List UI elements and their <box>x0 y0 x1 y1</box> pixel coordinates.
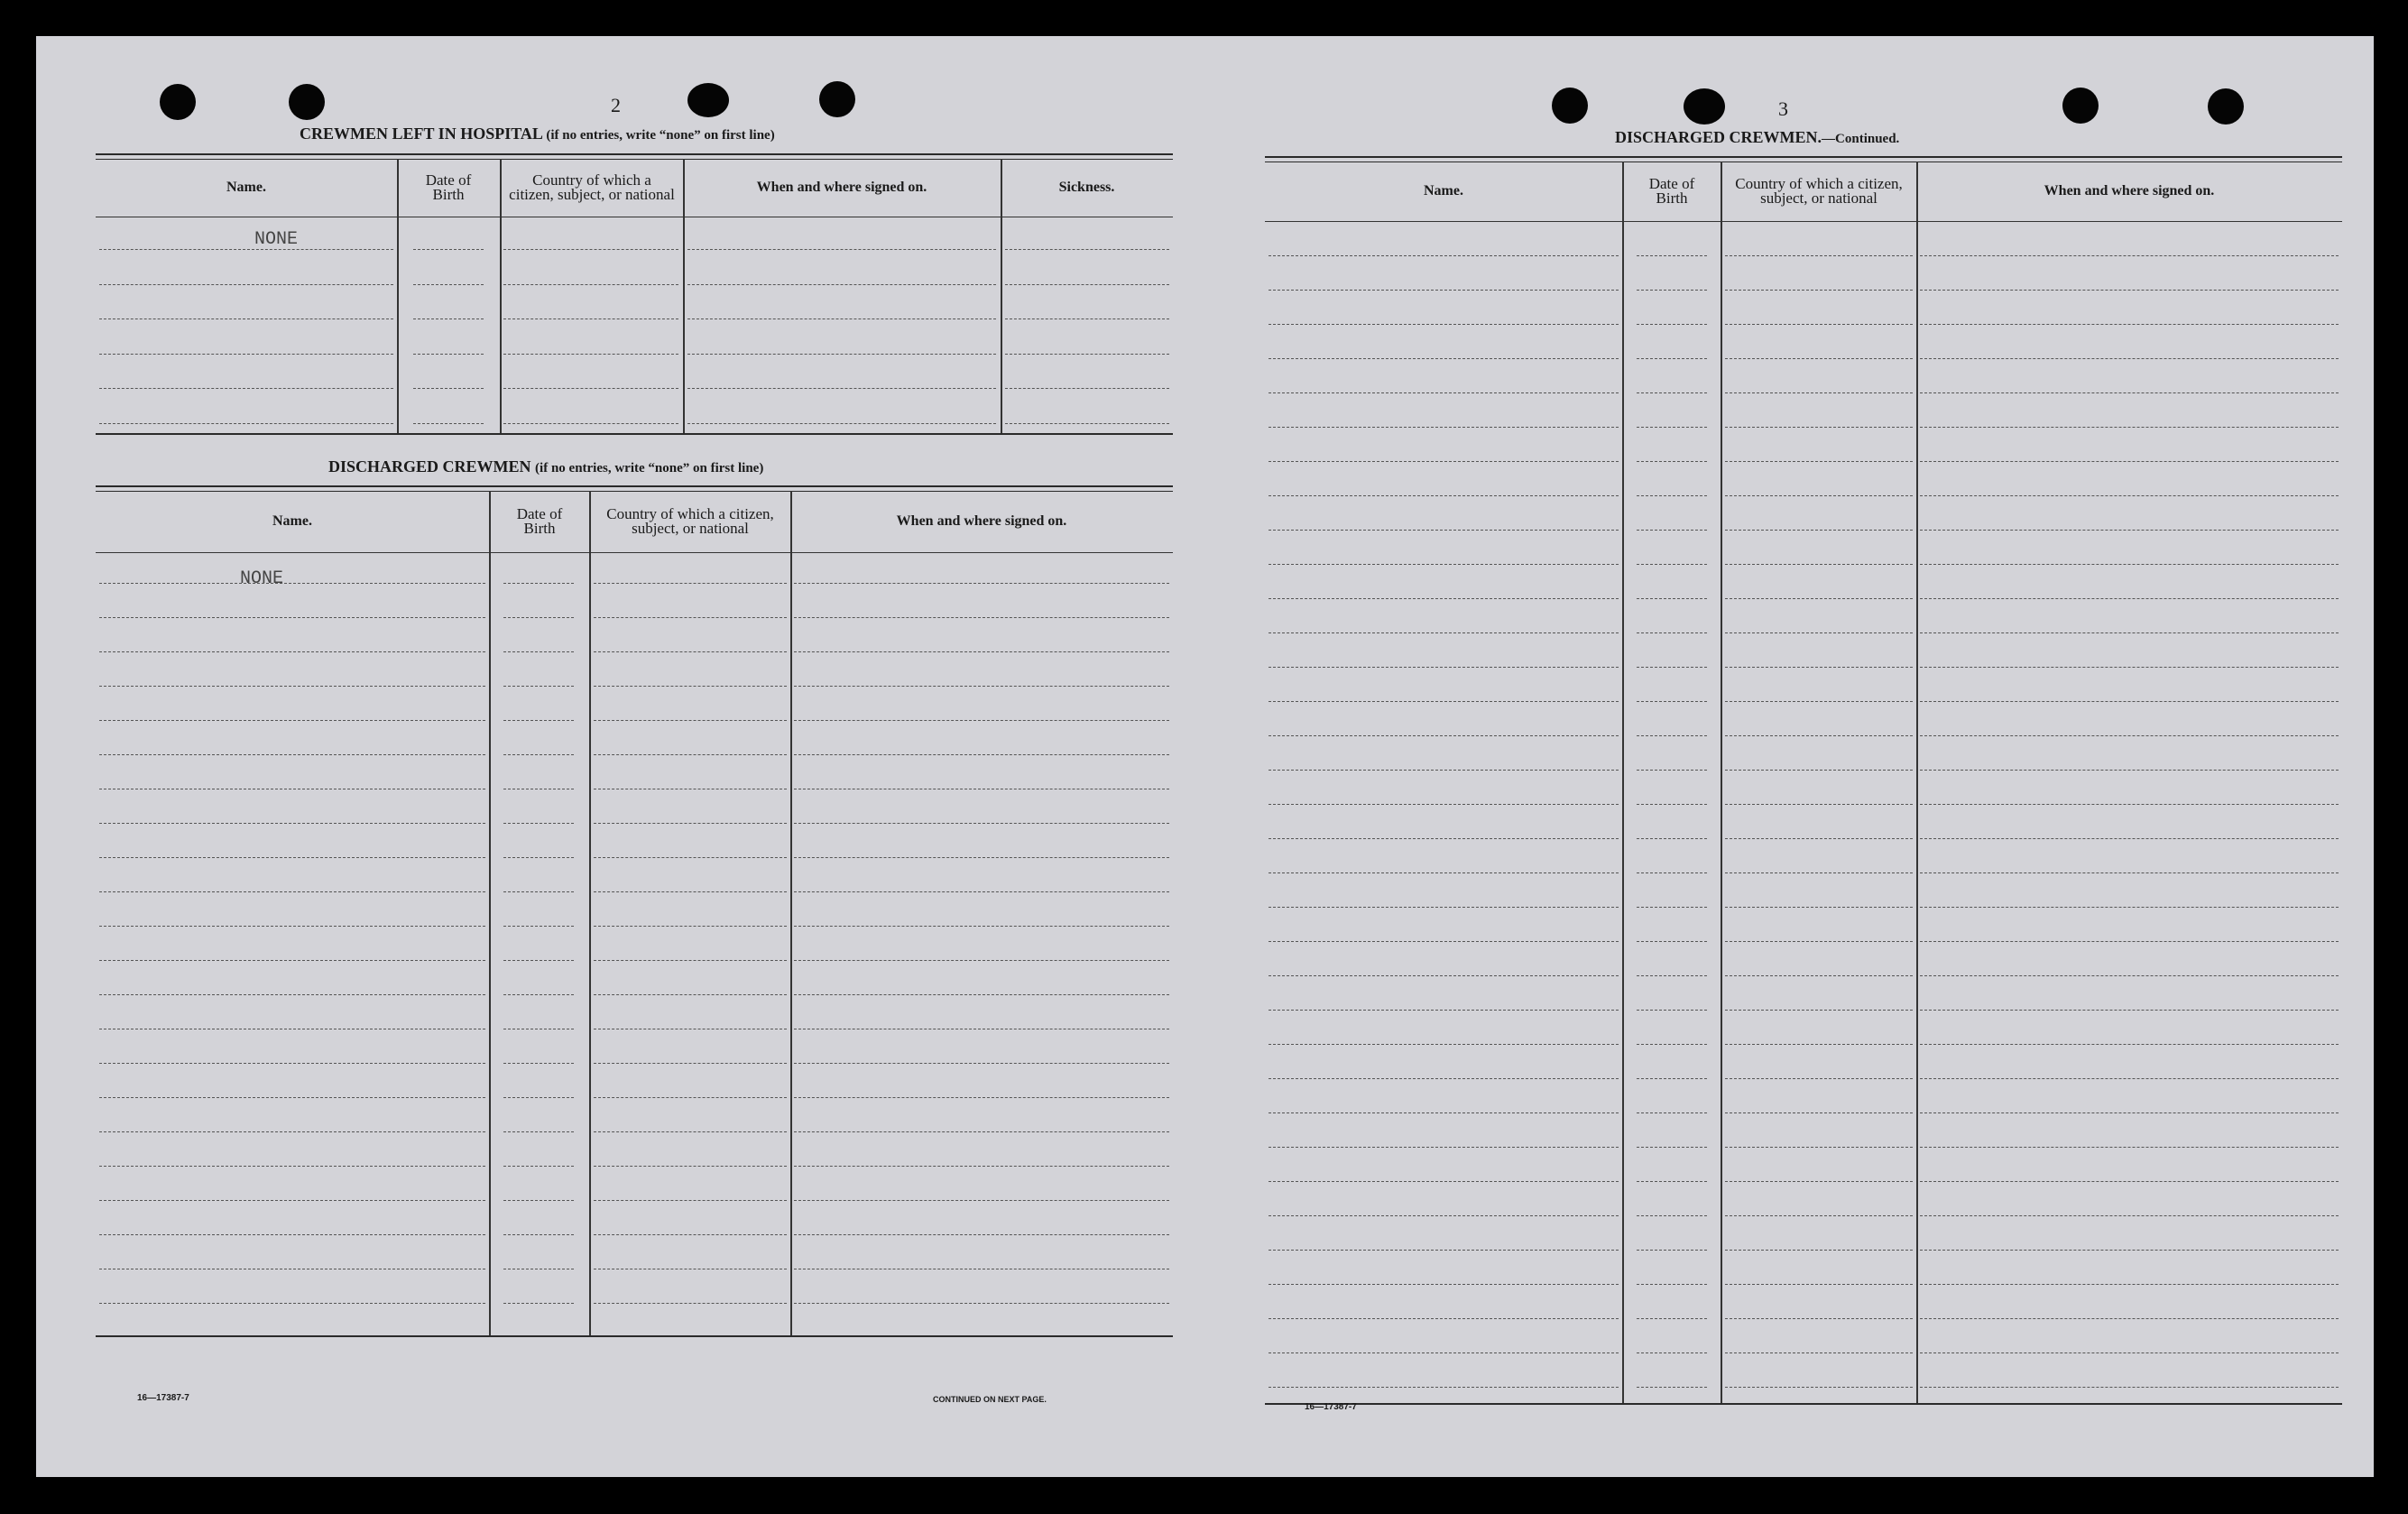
entry-line <box>503 617 574 618</box>
entry-line <box>1269 1387 1619 1388</box>
entry-line <box>1725 255 1913 256</box>
entry-line <box>1005 318 1169 319</box>
entry-line <box>1637 838 1707 839</box>
entry-line <box>1725 1284 1913 1285</box>
entry-line <box>1920 770 2339 771</box>
entry-line <box>1920 941 2339 942</box>
entry-line <box>1725 838 1913 839</box>
entry-line <box>1920 735 2339 736</box>
entry-line <box>503 354 678 355</box>
entry-line <box>503 960 574 961</box>
entry-line <box>1725 290 1913 291</box>
punch-hole <box>289 84 325 120</box>
entry-line <box>413 388 484 389</box>
entry-line <box>687 284 996 285</box>
entry-line <box>594 1303 787 1304</box>
entry-line <box>99 926 485 927</box>
hospital-col-signed-on: When and where signed on. <box>756 180 927 195</box>
entry-line <box>1920 1352 2339 1353</box>
entry-line <box>594 1097 787 1098</box>
entry-line <box>1920 1078 2339 1079</box>
entry-line <box>594 651 787 652</box>
hospital-table <box>96 153 1173 473</box>
entry-line <box>1725 564 1913 565</box>
entry-line <box>594 926 787 927</box>
entry-line <box>99 686 485 687</box>
right-col-country: Country of which a citizen, subject, or national <box>1735 175 1903 207</box>
entry-line <box>99 354 393 355</box>
entry-line <box>1725 735 1913 736</box>
entry-line <box>794 583 1169 584</box>
hospital-title-text: CREWMEN LEFT IN HOSPITAL <box>300 125 542 143</box>
entry-line <box>1920 804 2339 805</box>
entry-line <box>1725 495 1913 496</box>
entry-line <box>594 891 787 892</box>
entry-line <box>1637 564 1707 565</box>
entry-line <box>794 1166 1169 1167</box>
entry-line <box>1637 735 1707 736</box>
entry-line <box>1920 427 2339 428</box>
entry-line <box>99 720 485 721</box>
entry-line <box>1725 1387 1913 1388</box>
discharged-col-name: Name. <box>272 513 312 529</box>
entry-line <box>99 1200 485 1201</box>
entry-line <box>99 1131 485 1132</box>
entry-line <box>503 857 574 858</box>
document-sheet <box>36 36 2374 1477</box>
entry-line <box>794 823 1169 824</box>
entry-line <box>1005 354 1169 355</box>
entry-line <box>1725 324 1913 325</box>
entry-line <box>503 1131 574 1132</box>
entry-line <box>1269 324 1619 325</box>
hospital-col-name: Name. <box>226 180 266 195</box>
entry-line <box>1920 1044 2339 1045</box>
entry-line <box>1269 1284 1619 1285</box>
entry-line <box>99 1166 485 1167</box>
right-col-name: Name. <box>1424 183 1463 198</box>
entry-line <box>1637 941 1707 942</box>
entry-line <box>1269 1044 1619 1045</box>
punch-hole <box>2062 88 2099 124</box>
entry-line <box>1269 461 1619 462</box>
entry-line <box>1725 461 1913 462</box>
entry-line <box>99 249 393 250</box>
hospital-col-sickness: Sickness. <box>1058 180 1115 195</box>
entry-line <box>1637 392 1707 393</box>
hospital-first-entry: NONE <box>254 229 299 250</box>
entry-line <box>594 720 787 721</box>
entry-line <box>594 1200 787 1201</box>
entry-line <box>1725 1215 1913 1216</box>
entry-line <box>1725 872 1913 873</box>
entry-line <box>794 1097 1169 1098</box>
entry-line <box>794 720 1169 721</box>
entry-line <box>1005 423 1169 424</box>
entry-line <box>99 388 393 389</box>
entry-line <box>594 994 787 995</box>
entry-line <box>1269 632 1619 633</box>
punch-hole <box>160 84 196 120</box>
entry-line <box>503 994 574 995</box>
entry-line <box>1637 598 1707 599</box>
entry-line <box>99 1097 485 1098</box>
entry-line <box>1920 324 2339 325</box>
entry-line <box>794 926 1169 927</box>
right-col-date-of-birth: Date of Birth <box>1648 175 1695 207</box>
entry-line <box>1920 564 2339 565</box>
entry-line <box>794 891 1169 892</box>
entry-line <box>1269 1352 1619 1353</box>
entry-line <box>1269 735 1619 736</box>
entry-line <box>99 823 485 824</box>
entry-line <box>1725 1250 1913 1251</box>
entry-line <box>1920 358 2339 359</box>
entry-line <box>1005 284 1169 285</box>
entry-line <box>503 686 574 687</box>
form-number-right: 16—17387-7 <box>1305 1402 1357 1412</box>
entry-line <box>1920 701 2339 702</box>
entry-line <box>794 857 1169 858</box>
entry-line <box>1920 290 2339 291</box>
hospital-title-note: (if no entries, write “none” on first line) <box>546 128 775 143</box>
entry-line <box>1637 1318 1707 1319</box>
entry-line <box>594 583 787 584</box>
entry-line <box>794 754 1169 755</box>
entry-line <box>503 720 574 721</box>
entry-line <box>1920 975 2339 976</box>
entry-line <box>594 960 787 961</box>
entry-line <box>1005 249 1169 250</box>
entry-line <box>1725 1010 1913 1011</box>
entry-line <box>1269 975 1619 976</box>
entry-line <box>1637 1112 1707 1113</box>
entry-line <box>1269 667 1619 668</box>
entry-line <box>1920 598 2339 599</box>
entry-line <box>503 423 678 424</box>
entry-line <box>1637 632 1707 633</box>
entry-line <box>794 1063 1169 1064</box>
entry-line <box>594 1063 787 1064</box>
hospital-col-country: Country of which a citizen, subject, or national <box>509 171 675 203</box>
entry-line <box>594 686 787 687</box>
entry-line <box>687 249 996 250</box>
page-number-right: 3 <box>1778 97 1788 120</box>
entry-line <box>99 583 485 584</box>
entry-line <box>1269 1147 1619 1148</box>
entry-line <box>99 284 393 285</box>
entry-line <box>1920 1250 2339 1251</box>
discharged-section-title <box>328 457 763 476</box>
entry-line <box>1725 427 1913 428</box>
entry-line <box>1269 907 1619 908</box>
entry-line <box>503 754 574 755</box>
entry-line <box>1725 1147 1913 1148</box>
entry-line <box>794 1234 1169 1235</box>
entry-line <box>1920 1387 2339 1388</box>
discharged-col-signed-on: When and where signed on. <box>896 513 1067 529</box>
hospital-col-date-of-birth: Date of Birth <box>425 171 472 203</box>
entry-line <box>794 651 1169 652</box>
entry-line <box>503 823 574 824</box>
entry-line <box>1725 701 1913 702</box>
entry-line <box>1920 872 2339 873</box>
entry-line <box>1637 324 1707 325</box>
entry-line <box>1725 1078 1913 1079</box>
entry-line <box>1637 1284 1707 1285</box>
entry-line <box>1269 392 1619 393</box>
discharged-col-country: Country of which a citizen, subject, or national <box>606 505 774 537</box>
entry-line <box>594 1166 787 1167</box>
entry-line <box>1920 461 2339 462</box>
entry-line <box>1725 804 1913 805</box>
entry-line <box>99 754 485 755</box>
entry-line <box>1725 1181 1913 1182</box>
entry-line <box>413 354 484 355</box>
entry-line <box>794 686 1169 687</box>
punch-hole <box>2208 88 2244 125</box>
entry-line <box>413 423 484 424</box>
entry-line <box>687 423 996 424</box>
punch-hole <box>1552 88 1588 124</box>
entry-line <box>1269 1215 1619 1216</box>
entry-line <box>1725 530 1913 531</box>
entry-line <box>1637 667 1707 668</box>
entry-line <box>594 1131 787 1132</box>
entry-line <box>1637 255 1707 256</box>
entry-line <box>1269 1010 1619 1011</box>
entry-line <box>1920 907 2339 908</box>
entry-line <box>687 354 996 355</box>
entry-line <box>794 1131 1169 1132</box>
right-title-suffix: —Continued. <box>1822 132 1900 146</box>
entry-line <box>503 1303 574 1304</box>
entry-line <box>1637 701 1707 702</box>
entry-line <box>1725 667 1913 668</box>
right-col-signed-on: When and where signed on. <box>2044 183 2215 198</box>
entry-line <box>99 1063 485 1064</box>
entry-line <box>1269 1181 1619 1182</box>
entry-line <box>1637 290 1707 291</box>
entry-line <box>1637 872 1707 873</box>
entry-line <box>1269 564 1619 565</box>
entry-line <box>99 318 393 319</box>
page-number-left: 2 <box>611 94 621 116</box>
entry-line <box>1637 1250 1707 1251</box>
entry-line <box>503 249 678 250</box>
discharged-title-note: (if no entries, write “none” on first line) <box>535 461 764 475</box>
entry-line <box>687 388 996 389</box>
entry-line <box>1637 1078 1707 1079</box>
entry-line <box>1637 770 1707 771</box>
entry-line <box>413 249 484 250</box>
entry-line <box>794 960 1169 961</box>
entry-line <box>99 891 485 892</box>
entry-line <box>594 754 787 755</box>
entry-line <box>503 583 574 584</box>
entry-line <box>1269 770 1619 771</box>
continued-note: CONTINUED ON NEXT PAGE. <box>933 1395 1047 1404</box>
entry-line <box>1725 358 1913 359</box>
entry-line <box>1269 598 1619 599</box>
entry-line <box>1269 838 1619 839</box>
entry-line <box>503 318 678 319</box>
entry-line <box>1637 1044 1707 1045</box>
entry-line <box>1269 358 1619 359</box>
entry-line <box>99 617 485 618</box>
entry-line <box>1637 907 1707 908</box>
entry-line <box>1920 1181 2339 1182</box>
entry-line <box>1920 1010 2339 1011</box>
entry-line <box>1269 1078 1619 1079</box>
entry-line <box>1269 427 1619 428</box>
entry-line <box>1920 1284 2339 1285</box>
entry-line <box>1637 1352 1707 1353</box>
entry-line <box>1637 1010 1707 1011</box>
entry-line <box>503 1097 574 1098</box>
entry-line <box>1725 392 1913 393</box>
entry-line <box>1269 804 1619 805</box>
entry-line <box>794 1200 1169 1201</box>
entry-line <box>1269 1318 1619 1319</box>
entry-line <box>1920 838 2339 839</box>
entry-line <box>687 318 996 319</box>
entry-line <box>1269 872 1619 873</box>
entry-line <box>99 960 485 961</box>
entry-line <box>1269 1112 1619 1113</box>
entry-line <box>1920 255 2339 256</box>
right-section-title <box>1615 128 1899 147</box>
entry-line <box>503 1063 574 1064</box>
entry-line <box>503 1166 574 1167</box>
entry-line <box>794 1303 1169 1304</box>
entry-line <box>1269 701 1619 702</box>
discharged-first-entry: NONE <box>240 568 284 589</box>
entry-line <box>594 1234 787 1235</box>
form-number-left: 16—17387-7 <box>137 1393 189 1403</box>
entry-line <box>99 1234 485 1235</box>
entry-line <box>1637 1215 1707 1216</box>
entry-line <box>1725 598 1913 599</box>
entry-line <box>503 926 574 927</box>
entry-line <box>1725 770 1913 771</box>
entry-line <box>99 423 393 424</box>
entry-line <box>1637 495 1707 496</box>
entry-line <box>1725 1352 1913 1353</box>
hospital-section-title <box>300 125 775 143</box>
entry-line <box>1269 1250 1619 1251</box>
entry-line <box>1637 358 1707 359</box>
entry-line <box>503 284 678 285</box>
entry-line <box>1725 1044 1913 1045</box>
entry-line <box>1637 461 1707 462</box>
entry-line <box>503 388 678 389</box>
entry-line <box>99 1303 485 1304</box>
entry-line <box>1725 1112 1913 1113</box>
entry-line <box>1269 495 1619 496</box>
entry-line <box>1920 1215 2339 1216</box>
entry-line <box>1920 1112 2339 1113</box>
punch-hole <box>1684 88 1725 125</box>
entry-line <box>413 284 484 285</box>
discharged-table <box>96 485 1173 1388</box>
entry-line <box>1920 1147 2339 1148</box>
entry-line <box>1920 392 2339 393</box>
entry-line <box>1920 1318 2339 1319</box>
entry-line <box>503 651 574 652</box>
entry-line <box>1725 1318 1913 1319</box>
punch-hole <box>687 83 729 117</box>
right-discharged-table <box>1265 156 2342 1446</box>
entry-line <box>1920 495 2339 496</box>
entry-line <box>1269 941 1619 942</box>
entry-line <box>99 857 485 858</box>
entry-line <box>1920 667 2339 668</box>
entry-line <box>794 994 1169 995</box>
entry-line <box>1637 1387 1707 1388</box>
entry-line <box>99 651 485 652</box>
entry-line <box>1725 975 1913 976</box>
entry-line <box>1725 941 1913 942</box>
entry-line <box>1637 975 1707 976</box>
entry-line <box>594 823 787 824</box>
entry-line <box>1005 388 1169 389</box>
entry-line <box>99 994 485 995</box>
entry-line <box>503 1200 574 1201</box>
entry-line <box>1637 804 1707 805</box>
entry-line <box>1725 632 1913 633</box>
entry-line <box>1269 530 1619 531</box>
discharged-col-date-of-birth: Date of Birth <box>516 505 563 537</box>
entry-line <box>1920 530 2339 531</box>
entry-line <box>594 857 787 858</box>
entry-line <box>1637 1147 1707 1148</box>
entry-line <box>503 1234 574 1235</box>
entry-line <box>1269 290 1619 291</box>
entry-line <box>503 891 574 892</box>
entry-line <box>1920 632 2339 633</box>
entry-line <box>1637 1181 1707 1182</box>
punch-hole <box>819 81 855 117</box>
right-title-text: DISCHARGED CREWMEN. <box>1615 128 1822 146</box>
discharged-title-text: DISCHARGED CREWMEN <box>328 457 531 475</box>
entry-line <box>1725 907 1913 908</box>
entry-line <box>794 617 1169 618</box>
entry-line <box>1637 530 1707 531</box>
entry-line <box>594 617 787 618</box>
entry-line <box>1269 255 1619 256</box>
entry-line <box>413 318 484 319</box>
entry-line <box>1637 427 1707 428</box>
